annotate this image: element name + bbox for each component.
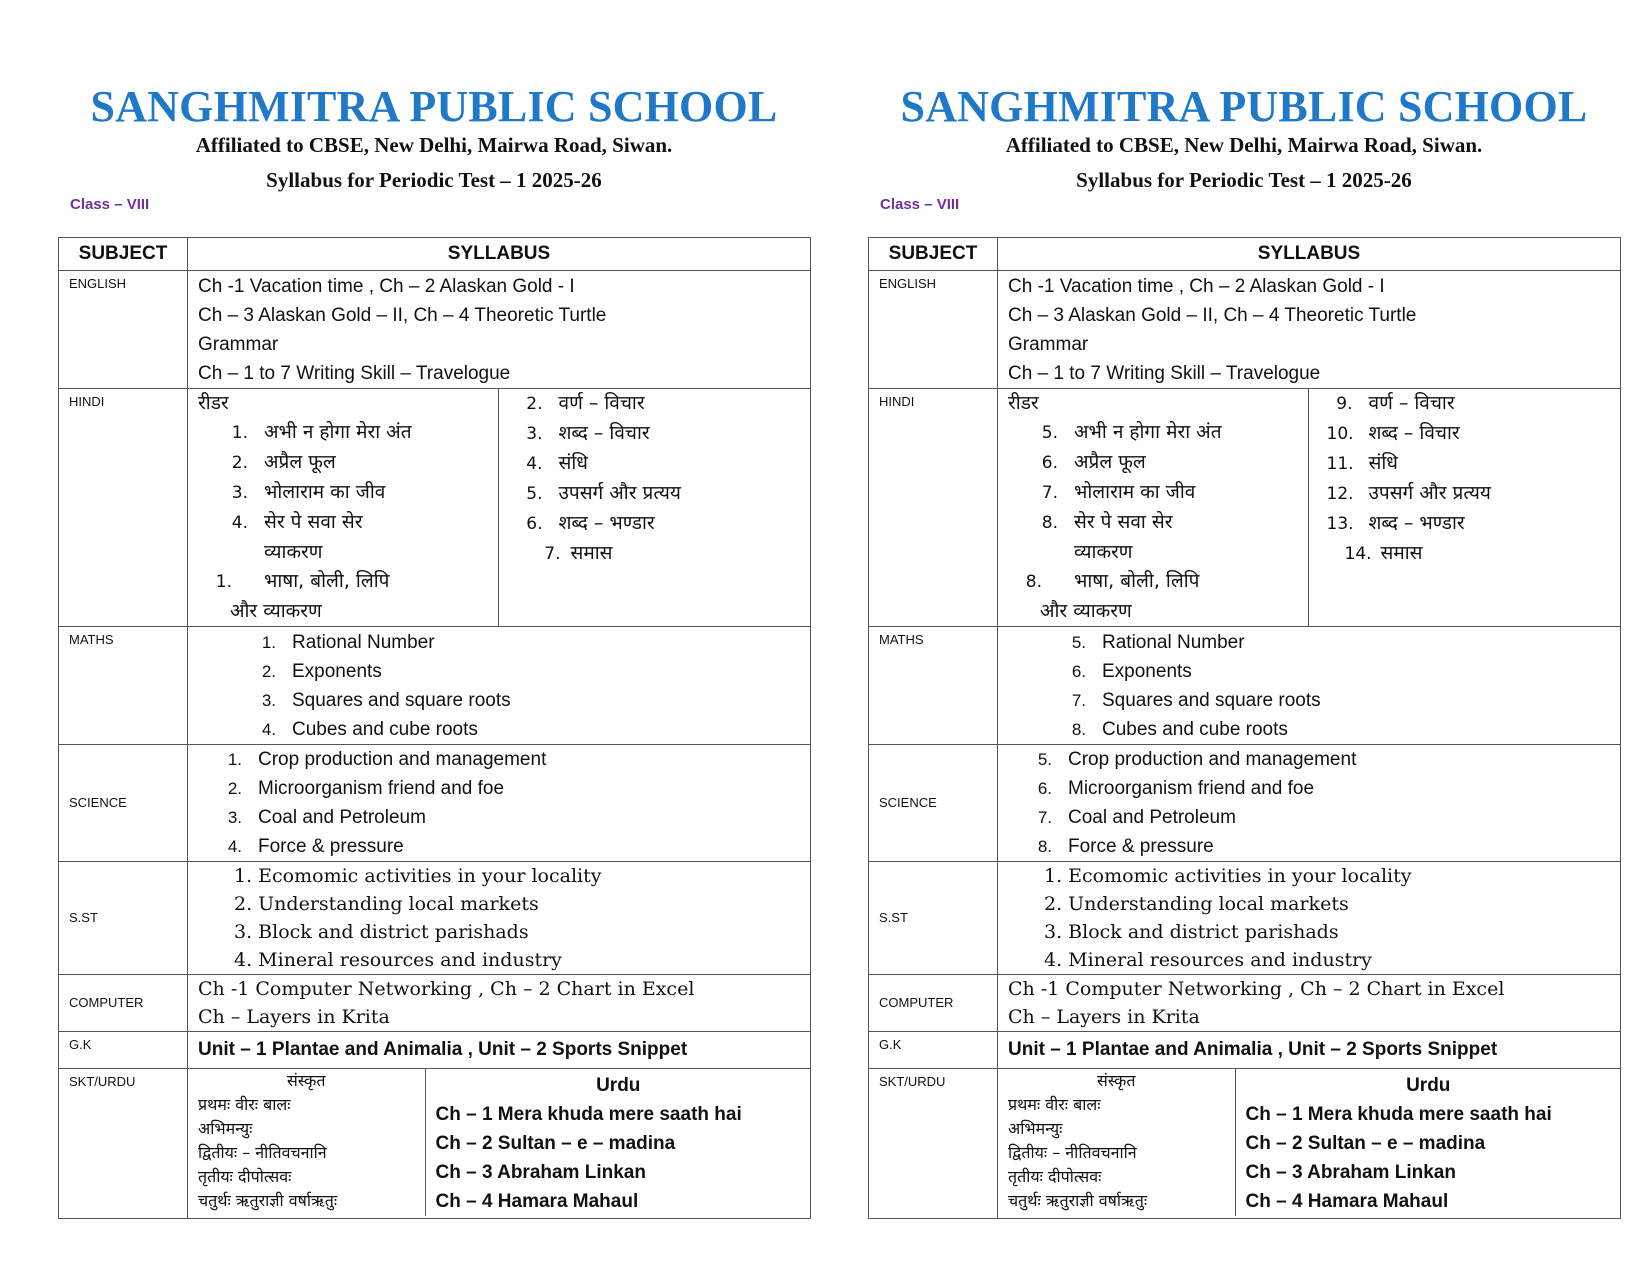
item-number: 5. xyxy=(1037,750,1052,769)
subject-english: ENGLISH xyxy=(59,271,188,389)
item-number: 14. xyxy=(1344,544,1372,564)
item-number: 5. xyxy=(526,484,543,504)
urdu-heading: Urdu xyxy=(1406,1075,1451,1096)
sst-item: 1. Ecomomic activities in your locality xyxy=(1044,865,1412,887)
computer-syllabus xyxy=(188,975,811,1032)
hindi-grammar-item: 6. शब्द – भण्डार xyxy=(517,509,812,539)
hindi-grammar-item: 9. वर्ण – विचार xyxy=(1327,389,1622,419)
item-number: 4. xyxy=(526,454,543,474)
computer-line: Ch -1 Computer Networking , Ch – 2 Chart in Excel xyxy=(1008,978,1505,1000)
syllabus-title: Syllabus for Periodic Test – 1 2025-26 xyxy=(1076,168,1412,192)
affiliation-line: Affiliated to CBSE, New Delhi, Mairwa Road, Siwan. xyxy=(195,133,673,157)
sst-item: 4. Mineral resources and industry xyxy=(234,949,562,971)
subject-gk: G.K xyxy=(869,1032,998,1069)
item-number: 3. xyxy=(261,691,276,710)
subject-gk: G.K xyxy=(59,1032,188,1069)
item-number: 7. xyxy=(1041,483,1058,503)
school-name: SANGHMITRA PUBLIC SCHOOL xyxy=(900,82,1588,131)
maths-item: 7. Squares and square roots xyxy=(1066,686,1620,715)
subject-skt-urdu: SKT/URDU xyxy=(59,1069,188,1219)
hindi-grammar-item: 2. वर्ण – विचार xyxy=(517,389,812,419)
sst-item: 2. Understanding local markets xyxy=(1044,893,1349,915)
subject-hindi: HINDI xyxy=(869,389,998,627)
subject-science: SCIENCE xyxy=(59,745,188,862)
hindi-grammar-item: 3. शब्द – विचार xyxy=(517,419,812,449)
item-number: 8. xyxy=(1041,513,1058,533)
maths-item: 1. Rational Number xyxy=(256,628,810,657)
science-item: 2. Microorganism friend and foe xyxy=(222,774,810,803)
class-label: Class – VIII xyxy=(880,196,960,213)
gk-line: Unit – 1 Plantae and Animalia , Unit – 2 Sports Snippet xyxy=(198,1039,688,1060)
reader-heading: रीडर xyxy=(1008,392,1039,414)
sanskrit-line: अभिमन्युः xyxy=(198,1119,253,1138)
grammar-heading: व्याकरण xyxy=(1074,541,1133,563)
item-number: 5. xyxy=(1041,423,1058,443)
science-item: 6. Microorganism friend and foe xyxy=(1032,774,1620,803)
item-number: 8. xyxy=(1037,837,1052,856)
science-item: 3. Coal and Petroleum xyxy=(222,803,810,832)
english-syllabus xyxy=(998,271,1621,389)
urdu-col xyxy=(1235,1069,1621,1216)
affiliation-line: Affiliated to CBSE, New Delhi, Mairwa Road, Siwan. xyxy=(1005,133,1483,157)
skt-urdu-split xyxy=(188,1069,811,1216)
subject-hindi: HINDI xyxy=(59,389,188,627)
item-number: 2. xyxy=(526,394,543,414)
item-number: 7. xyxy=(1071,691,1086,710)
science-syllabus xyxy=(998,745,1621,862)
urdu-line: Ch – 1 Mera khuda mere saath hai xyxy=(1245,1104,1552,1125)
subject-computer: COMPUTER xyxy=(59,975,188,1032)
item-number: 4. xyxy=(261,720,276,739)
subject-maths: MATHS xyxy=(869,627,998,745)
syllabus-table xyxy=(58,237,811,1219)
urdu-line: Ch – 3 Abraham Linkan xyxy=(435,1162,646,1183)
skt-urdu-row xyxy=(869,1069,1621,1219)
hindi-row xyxy=(869,389,1621,627)
item-number: 3. xyxy=(227,808,242,827)
item-number: 5. xyxy=(1071,633,1086,652)
sanskrit-col xyxy=(998,1069,1235,1216)
english-line: Ch -1 Vacation time , Ch – 2 Alaskan Gold - I xyxy=(198,276,575,297)
reader-item: 7. भोलाराम का जीव xyxy=(1008,478,1308,508)
reader-item: 3. भोलाराम का जीव xyxy=(198,478,498,508)
reader-heading: रीडर xyxy=(198,392,229,414)
item-number: 8. xyxy=(1025,572,1042,592)
maths-item: 4. Cubes and cube roots xyxy=(256,715,810,744)
subject-science: SCIENCE xyxy=(869,745,998,862)
english-line: Grammar xyxy=(1008,334,1089,355)
hindi-grammar-item: 11. संधि xyxy=(1327,449,1622,479)
sanskrit-heading: संस्कृत xyxy=(287,1071,326,1090)
urdu-line: Ch – 4 Hamara Mahaul xyxy=(435,1191,639,1212)
sst-row xyxy=(59,862,811,975)
urdu-col xyxy=(425,1069,811,1216)
reader-item: 5. अभी न होगा मेरा अंत xyxy=(1008,418,1308,448)
item-number: 2. xyxy=(227,779,242,798)
computer-row xyxy=(59,975,811,1032)
sanskrit-line: चतुर्थः ऋतुराज्ञी वर्षाऋतुः xyxy=(198,1191,338,1210)
subject-header: SUBJECT xyxy=(869,238,998,271)
gk-row xyxy=(59,1032,811,1069)
computer-line: Ch – Layers in Krita xyxy=(1008,1006,1200,1028)
item-number: 4. xyxy=(231,513,248,533)
item-number: 6. xyxy=(1071,662,1086,681)
syllabus-header: SYLLABUS xyxy=(188,238,811,271)
item-number: 2. xyxy=(261,662,276,681)
item-number: 6. xyxy=(1041,453,1058,473)
reader-item: 4. सेर पे सवा सेर xyxy=(198,508,498,538)
syllabus-sheet-right xyxy=(868,0,1620,1275)
english-row xyxy=(869,271,1621,389)
hindi-reader-col xyxy=(998,389,1308,626)
sst-syllabus xyxy=(998,862,1621,975)
reader-item: 2. अप्रैल फूल xyxy=(198,448,498,478)
sanskrit-line: द्वितीयः – नीतिवचनानि xyxy=(198,1143,327,1162)
science-item: 4. Force & pressure xyxy=(222,832,810,861)
item-number: 1. xyxy=(215,572,232,592)
class-label: Class – VIII xyxy=(70,196,150,213)
skt-urdu-split xyxy=(998,1069,1621,1216)
syllabus-table xyxy=(868,237,1621,1219)
grammar-heading: व्याकरण xyxy=(264,541,323,563)
hindi-grammar-col xyxy=(1308,389,1621,626)
syllabus-sheet-left xyxy=(58,0,810,1275)
subject-sst: S.ST xyxy=(869,862,998,975)
hindi-reader-col xyxy=(188,389,498,626)
syllabus-header: SYLLABUS xyxy=(998,238,1621,271)
skt-urdu-row xyxy=(59,1069,811,1219)
grammar-item-cont: और व्याकरण xyxy=(230,600,322,622)
hindi-grammar-col xyxy=(498,389,811,626)
sst-item: 4. Mineral resources and industry xyxy=(1044,949,1372,971)
school-name: SANGHMITRA PUBLIC SCHOOL xyxy=(90,82,778,131)
maths-syllabus xyxy=(188,627,811,745)
computer-line: Ch -1 Computer Networking , Ch – 2 Chart in Excel xyxy=(198,978,695,1000)
grammar-item: 8. भाषा, बोली, लिपि xyxy=(1008,567,1308,597)
hindi-grammar-item: 12. उपसर्ग और प्रत्यय xyxy=(1327,479,1622,509)
hindi-row xyxy=(59,389,811,627)
english-line: Grammar xyxy=(198,334,279,355)
science-row xyxy=(869,745,1621,862)
computer-line: Ch – Layers in Krita xyxy=(198,1006,390,1028)
item-number: 7. xyxy=(544,544,561,564)
sanskrit-line: अभिमन्युः xyxy=(1008,1119,1063,1138)
english-row xyxy=(59,271,811,389)
english-line: Ch -1 Vacation time , Ch – 2 Alaskan Gold - I xyxy=(1008,276,1385,297)
sanskrit-line: चतुर्थः ऋतुराज्ञी वर्षाऋतुः xyxy=(1008,1191,1148,1210)
urdu-line: Ch – 1 Mera khuda mere saath hai xyxy=(435,1104,742,1125)
table-header-row xyxy=(59,238,811,271)
item-number: 4. xyxy=(227,837,242,856)
subject-maths: MATHS xyxy=(59,627,188,745)
sanskrit-line: तृतीयः दीपोत्सवः xyxy=(198,1167,292,1186)
sanskrit-heading: संस्कृत xyxy=(1097,1071,1136,1090)
item-number: 1. xyxy=(231,423,248,443)
sanskrit-line: द्वितीयः – नीतिवचनानि xyxy=(1008,1143,1137,1162)
sst-row xyxy=(869,862,1621,975)
hindi-grammar-item: 7. समास xyxy=(517,539,812,569)
reader-item: 1. अभी न होगा मेरा अंत xyxy=(198,418,498,448)
syllabus-title: Syllabus for Periodic Test – 1 2025-26 xyxy=(266,168,602,192)
computer-syllabus xyxy=(998,975,1621,1032)
maths-item: 8. Cubes and cube roots xyxy=(1066,715,1620,744)
subject-header: SUBJECT xyxy=(59,238,188,271)
subject-sst: S.ST xyxy=(59,862,188,975)
hindi-grammar-item: 5. उपसर्ग और प्रत्यय xyxy=(517,479,812,509)
science-item: 5. Crop production and management xyxy=(1032,745,1620,774)
item-number: 12. xyxy=(1326,484,1354,504)
sst-item: 3. Block and district parishads xyxy=(234,921,529,943)
urdu-heading: Urdu xyxy=(596,1075,641,1096)
maths-row xyxy=(59,627,811,745)
grammar-item: 1. भाषा, बोली, लिपि xyxy=(198,567,498,597)
science-row xyxy=(59,745,811,862)
gk-row xyxy=(869,1032,1621,1069)
urdu-line: Ch – 4 Hamara Mahaul xyxy=(1245,1191,1449,1212)
hindi-syllabus xyxy=(998,389,1621,627)
english-line: Ch – 3 Alaskan Gold – II, Ch – 4 Theoretic Turtle xyxy=(1008,305,1417,326)
item-number: 13. xyxy=(1326,514,1354,534)
english-line: Ch – 1 to 7 Writing Skill – Travelogue xyxy=(198,363,511,384)
item-number: 9. xyxy=(1336,394,1353,414)
maths-row xyxy=(869,627,1621,745)
hindi-grammar-item: 13. शब्द – भण्डार xyxy=(1327,509,1622,539)
sst-item: 3. Block and district parishads xyxy=(1044,921,1339,943)
item-number: 7. xyxy=(1037,808,1052,827)
hindi-grammar-item: 4. संधि xyxy=(517,449,812,479)
english-line: Ch – 1 to 7 Writing Skill – Travelogue xyxy=(1008,363,1321,384)
science-item: 8. Force & pressure xyxy=(1032,832,1620,861)
hindi-grammar-item: 14. समास xyxy=(1327,539,1622,569)
skt-urdu-syllabus xyxy=(998,1069,1621,1219)
item-number: 3. xyxy=(231,483,248,503)
sanskrit-col xyxy=(188,1069,425,1216)
maths-item: 2. Exponents xyxy=(256,657,810,686)
gk-syllabus xyxy=(998,1032,1621,1069)
item-number: 6. xyxy=(1037,779,1052,798)
urdu-line: Ch – 2 Sultan – e – madina xyxy=(1245,1133,1486,1154)
item-number: 1. xyxy=(227,750,242,769)
item-number: 6. xyxy=(526,514,543,534)
hindi-grammar-item: 10. शब्द – विचार xyxy=(1327,419,1622,449)
sanskrit-line: तृतीयः दीपोत्सवः xyxy=(1008,1167,1102,1186)
maths-item: 5. Rational Number xyxy=(1066,628,1620,657)
item-number: 3. xyxy=(526,424,543,444)
subject-english: ENGLISH xyxy=(869,271,998,389)
science-syllabus xyxy=(188,745,811,862)
subject-skt-urdu: SKT/URDU xyxy=(869,1069,998,1219)
sst-syllabus xyxy=(188,862,811,975)
hindi-split xyxy=(188,389,811,626)
skt-urdu-syllabus xyxy=(188,1069,811,1219)
grammar-item-cont: और व्याकरण xyxy=(1040,600,1132,622)
reader-item: 8. सेर पे सवा सेर xyxy=(1008,508,1308,538)
sst-item: 1. Ecomomic activities in your locality xyxy=(234,865,602,887)
item-number: 2. xyxy=(231,453,248,473)
gk-syllabus xyxy=(188,1032,811,1069)
maths-item: 6. Exponents xyxy=(1066,657,1620,686)
hindi-split xyxy=(998,389,1621,626)
subject-computer: COMPUTER xyxy=(869,975,998,1032)
item-number: 8. xyxy=(1071,720,1086,739)
science-item: 1. Crop production and management xyxy=(222,745,810,774)
urdu-line: Ch – 2 Sultan – e – madina xyxy=(435,1133,676,1154)
urdu-line: Ch – 3 Abraham Linkan xyxy=(1245,1162,1456,1183)
english-syllabus xyxy=(188,271,811,389)
english-line: Ch – 3 Alaskan Gold – II, Ch – 4 Theoretic Turtle xyxy=(198,305,607,326)
maths-syllabus xyxy=(998,627,1621,745)
sanskrit-line: प्रथमः वीरः बालः xyxy=(1008,1095,1101,1114)
item-number: 11. xyxy=(1326,454,1354,474)
reader-item: 6. अप्रैल फूल xyxy=(1008,448,1308,478)
science-item: 7. Coal and Petroleum xyxy=(1032,803,1620,832)
sanskrit-line: प्रथमः वीरः बालः xyxy=(198,1095,291,1114)
item-number: 10. xyxy=(1326,424,1354,444)
computer-row xyxy=(869,975,1621,1032)
item-number: 1. xyxy=(261,633,276,652)
hindi-syllabus xyxy=(188,389,811,627)
maths-item: 3. Squares and square roots xyxy=(256,686,810,715)
sst-item: 2. Understanding local markets xyxy=(234,893,539,915)
table-header-row xyxy=(869,238,1621,271)
gk-line: Unit – 1 Plantae and Animalia , Unit – 2 Sports Snippet xyxy=(1008,1039,1498,1060)
